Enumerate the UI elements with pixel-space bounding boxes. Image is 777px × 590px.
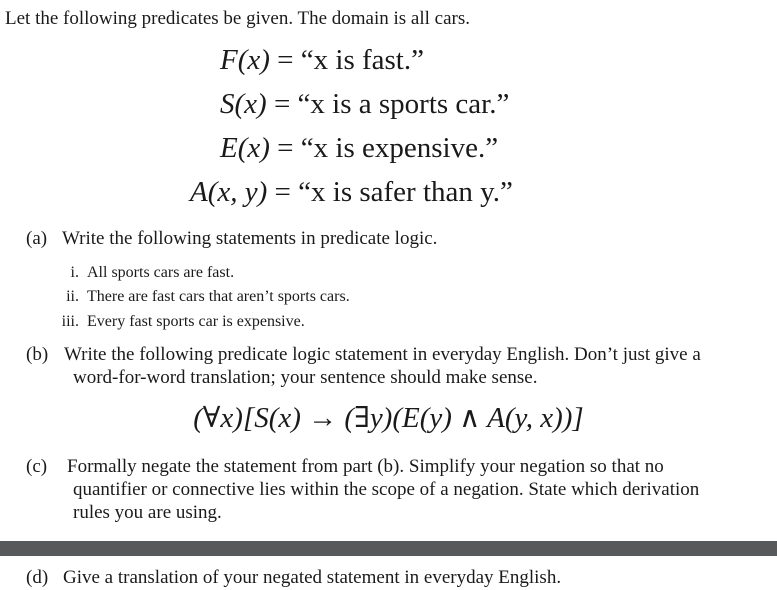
item-text: There are fast cars that aren’t sports cars.	[87, 288, 350, 305]
item-text: All sports cars are fast.	[87, 264, 235, 281]
part-d-text: Give a translation of your negated statement in everyday English.	[63, 567, 562, 588]
part-c-line-3: rules you are using.	[73, 502, 222, 523]
definition-lhs: E(x)	[220, 132, 270, 164]
part-c-label: (c)	[26, 456, 48, 477]
definition-rhs: “x is expensive.”	[300, 132, 499, 164]
item-label: ii.	[66, 288, 79, 305]
part-a-text: Write the following statements in predicate logic.	[62, 228, 438, 249]
definition-lhs: A(x, y)	[190, 176, 268, 208]
definition-row	[220, 44, 424, 77]
logic-formula	[0, 400, 777, 435]
formula-text: (∀x)[S(x) → (∃y)(E(y) ∧ A(y, x))]	[193, 402, 584, 434]
part-b-label: (b)	[26, 344, 49, 365]
definition-row	[220, 88, 509, 121]
definition-eq: =	[274, 176, 291, 208]
part-d-label: (d)	[26, 567, 49, 588]
item-label: iii.	[61, 313, 79, 330]
definition-rhs: “x is a sports car.”	[297, 88, 510, 120]
page-separator	[0, 541, 777, 556]
item-text: Every fast sports car is expensive.	[87, 313, 305, 330]
definition-row	[190, 176, 513, 209]
definition-lhs: F(x)	[220, 44, 270, 76]
definition-eq: =	[273, 88, 291, 120]
intro-text: Let the following predicates be given. The domain is all cars.	[5, 8, 471, 29]
part-b-line-1: Write the following predicate logic statement in everyday English. Don’t just give a	[64, 344, 701, 365]
item-label: i.	[70, 264, 79, 281]
definition-rhs: “x is safer than y.”	[298, 176, 513, 208]
definition-row	[220, 132, 498, 165]
part-c-line-2: quantifier or connective lies within the scope of a negation. State which derivation	[73, 479, 700, 500]
definition-eq: =	[277, 44, 294, 76]
definition-rhs: “x is fast.”	[300, 44, 424, 76]
definition-lhs: S(x)	[220, 88, 267, 120]
definition-eq: =	[277, 132, 294, 164]
part-a-label: (a)	[26, 228, 48, 249]
part-b-line-2: word-for-word translation; your sentence should make sense.	[73, 367, 538, 388]
part-c-line-1: Formally negate the statement from part (b). Simplify your negation so that no	[67, 456, 664, 477]
